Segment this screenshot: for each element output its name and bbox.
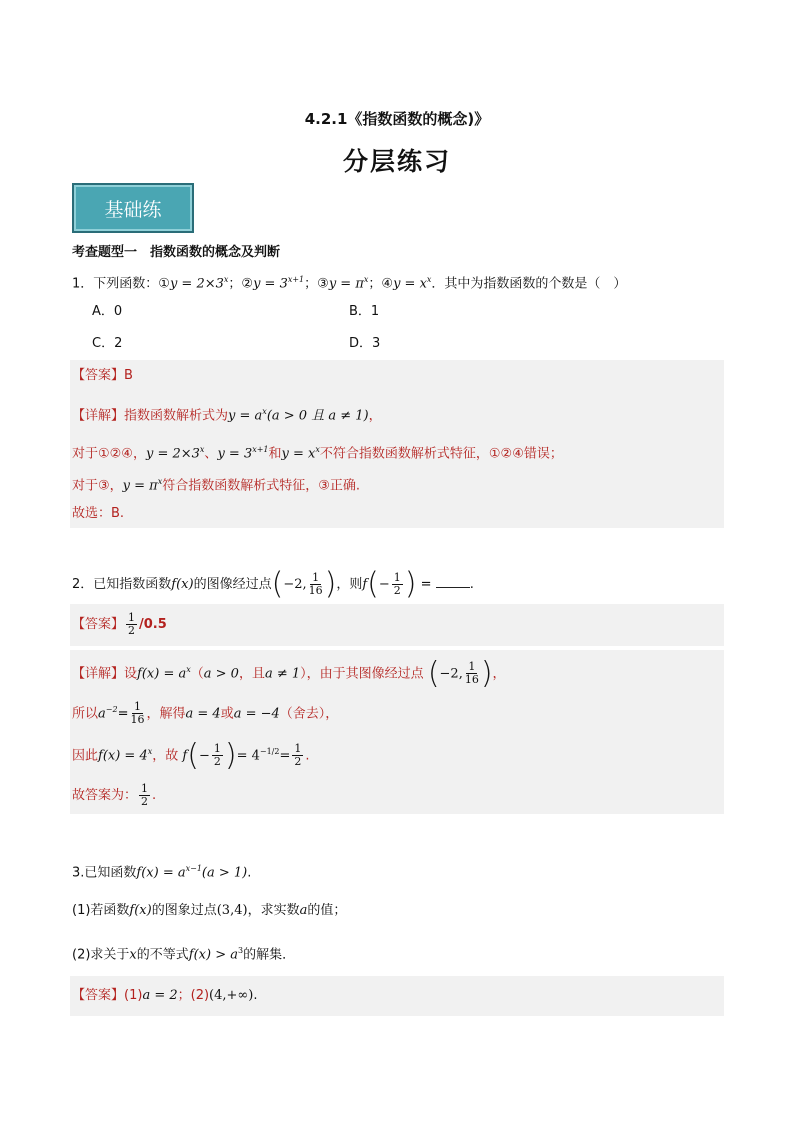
question-1-detail-2: 对于①②④，$y = 2\times 3^x$、$y = 3^{x+1}$和$y = x^x$不符合指数函数解析式特征，①②④错误； <box>72 445 563 462</box>
question-1-detail-1: 【详解】指数函数解析式为$y = a^x(a > 0$ 且 a ≠ 1)， <box>72 407 382 424</box>
question-3-stem: 3.已知函数$f(x) = a^{x-1}(a > 1)$. <box>72 864 252 881</box>
question-2-detail-3: 因此$f(x) = 4^x$，故 f(− $\frac{1}{2}$ )= $4^{-1/2}=$ $\frac{1}{2}$ . <box>72 737 310 773</box>
question-2-detail-1: 【详解】设$f(x) = a^x(a > 0$，且a ≠ 1），由于其图像经过点 (−2, $\frac{1}{16}$ )， <box>72 655 506 691</box>
question-2-detail-2: 所以$a^{-2}=$ $\frac{1}{16}$ ，解得a = 4或a = −4（舍去）， <box>72 700 339 727</box>
option-a: A．0 <box>92 304 123 319</box>
section-tag: 基础练 <box>72 183 194 233</box>
document-subtitle: 4.2.1《指数函数的概念)》 <box>304 110 490 128</box>
question-2-stem: 2．已知指数函数f(x)的图像经过点(−2, $\frac{1}{16}$ )，则f(− $\frac{1}{2}$ ) = . <box>72 566 474 602</box>
option-b: B．1 <box>349 304 380 319</box>
question-1-answer: 【答案】B <box>72 368 133 383</box>
question-2-detail-4: 故答案为： $\frac{1}{2}$ . <box>72 782 157 808</box>
question-1-stem: 1．下列函数：①y = $2\times 3^x$；②y = $3^{x+1}$；③y = $\pi^x$；④y = $x^x$．其中为指数函数的个数是（ ） <box>72 275 627 292</box>
question-3-part-1: (1)若函数f(x)的图象过点(3,4)，求实数a的值； <box>72 903 347 918</box>
question-2-answer-box <box>70 604 724 646</box>
option-c: C．2 <box>92 336 123 351</box>
question-3-answer: 【答案】(1)a = 2；(2)(4,+∞). <box>72 988 258 1003</box>
option-d: D．3 <box>349 336 381 351</box>
question-3-part-2: (2)求关于x的不等式$f(x) > a^3$的解集． <box>72 946 296 963</box>
topic-heading: 考查题型一 指数函数的概念及判断 <box>72 245 281 260</box>
answer-blank <box>436 587 470 588</box>
question-1-detail-4: 故选：B. <box>72 506 125 521</box>
question-2-answer: 【答案】 $\frac{1}{2}$ /0.5 <box>72 611 167 637</box>
question-1-detail-3: 对于③，$y = \pi^x$符合指数函数解析式特征，③正确. <box>72 477 361 494</box>
page-title: 分层练习 <box>342 147 451 176</box>
